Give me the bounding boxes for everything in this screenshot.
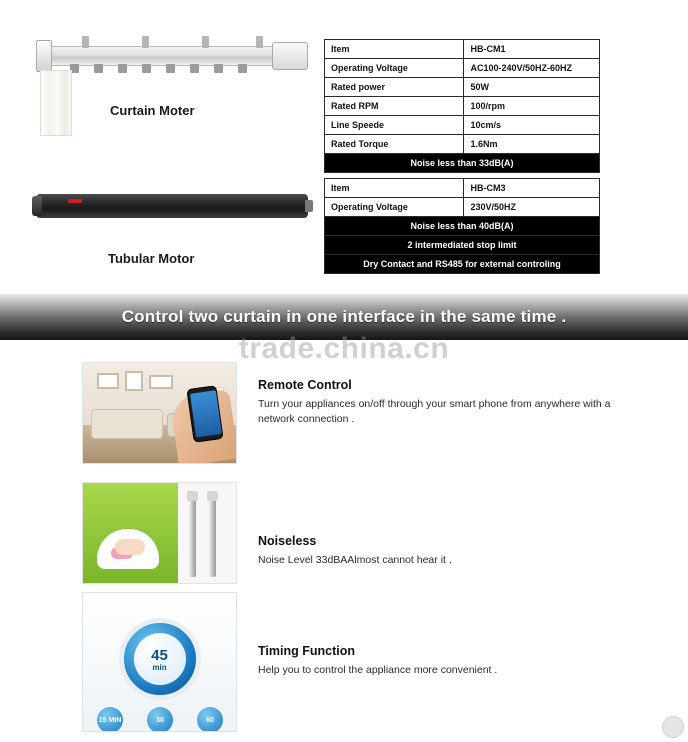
rail-end-cap-graphic [36, 40, 52, 72]
spec-key: Rated Torque [325, 135, 464, 154]
tube-tip-graphic [305, 200, 313, 212]
spec-value: 50W [464, 78, 600, 97]
spec-banner: Noise less than 40dB(A) [325, 217, 600, 236]
rail-bracket-graphic [142, 36, 149, 48]
table-row [325, 78, 600, 97]
rail-carrier-graphic [214, 64, 223, 73]
feature-text-block [258, 534, 638, 568]
timing-function-photo [82, 592, 237, 732]
spec-banner: Dry Contact and RS485 for external controling [325, 255, 600, 274]
watermark-text: trade.china.cn [238, 332, 450, 365]
rail-carrier-graphic [166, 64, 175, 73]
table-row [325, 97, 600, 116]
table-row [325, 179, 600, 198]
curtain-motor-image [26, 34, 311, 134]
feature-title: Noiseless [258, 534, 317, 548]
spec-key: Operating Voltage [325, 198, 464, 217]
spec-key: Rated RPM [325, 97, 464, 116]
feature-text-block [258, 644, 638, 678]
spec-value: HB-CM1 [464, 40, 600, 59]
rail-carrier-graphic [238, 64, 247, 73]
timer-dial-graphic [119, 618, 201, 700]
table-row [325, 255, 600, 274]
tubular-motor-label: Tubular Motor [108, 251, 195, 266]
table-row [325, 198, 600, 217]
spec-key: Item [325, 179, 464, 198]
feature-description: Turn your appliances on/off through your smart phone from anywhere with a network connection . [258, 398, 611, 425]
specs-section [0, 0, 688, 292]
feature-description: Noise Level 33dBAAlmost cannot hear it . [258, 554, 452, 566]
curtain-rail-graphic [44, 46, 306, 66]
rail-motor-box-graphic [272, 42, 308, 70]
table-row [325, 135, 600, 154]
timer-value: 45 [151, 647, 168, 665]
table-row [325, 236, 600, 255]
rail-bracket-graphic [82, 36, 89, 48]
corner-badge-icon [662, 716, 684, 738]
timer-dial-face-graphic [134, 633, 186, 685]
spec-value: 10cm/s [464, 116, 600, 135]
curtain-fabric-graphic [40, 70, 72, 136]
feature-text-block [258, 378, 638, 427]
banner-text: Control two curtain in one interface in the same time . [121, 307, 567, 326]
spec-value: AC100-240V/50HZ-60HZ [464, 59, 600, 78]
feature-description: Help you to control the appliance more convenient . [258, 664, 498, 676]
feature-item [82, 592, 642, 732]
remote-control-photo [82, 362, 237, 464]
curtain-motor-label: Curtain Moter [110, 103, 195, 118]
feature-item [82, 362, 642, 466]
rail-carrier-graphic [142, 64, 151, 73]
timer-preset-chip: 60 [197, 707, 223, 732]
timer-preset-chip: 30 [147, 707, 173, 732]
spec-banner: 2 intermediated stop limit [325, 236, 600, 255]
timer-unit: min [152, 663, 167, 673]
table-row [325, 154, 600, 173]
spec-value: 230V/50HZ [464, 198, 600, 217]
rail-carrier-graphic [94, 64, 103, 73]
feature-item [82, 482, 642, 586]
spec-value: HB-CM3 [464, 179, 600, 198]
tube-body-graphic [36, 194, 308, 218]
tube-red-marking-graphic [68, 199, 82, 203]
spec-value: 100/rpm [464, 97, 600, 116]
spec-key: Operating Voltage [325, 59, 464, 78]
tube-cap-graphic [32, 196, 42, 216]
features-section [0, 340, 688, 742]
spec-key: Line Speede [325, 116, 464, 135]
table-row [325, 116, 600, 135]
curtain-motor-spec-table [324, 39, 600, 173]
rail-bracket-graphic [256, 36, 263, 48]
table-row [325, 59, 600, 78]
tubular-motor-image [26, 185, 311, 233]
table-row [325, 40, 600, 59]
spec-key: Item [325, 40, 464, 59]
timer-preset-chip: 15 MIN [97, 707, 123, 732]
feature-title: Timing Function [258, 644, 355, 658]
tubular-motor-spec-table [324, 178, 600, 274]
rail-carrier-graphic [190, 64, 199, 73]
spec-value: 1.6Nm [464, 135, 600, 154]
table-row [325, 217, 600, 236]
feature-banner [0, 294, 688, 340]
rail-bracket-graphic [202, 36, 209, 48]
spec-banner: Noise less than 33dB(A) [325, 154, 600, 173]
feature-title: Remote Control [258, 378, 352, 392]
rail-carrier-graphic [118, 64, 127, 73]
spec-key: Rated power [325, 78, 464, 97]
noiseless-photo [82, 482, 237, 584]
